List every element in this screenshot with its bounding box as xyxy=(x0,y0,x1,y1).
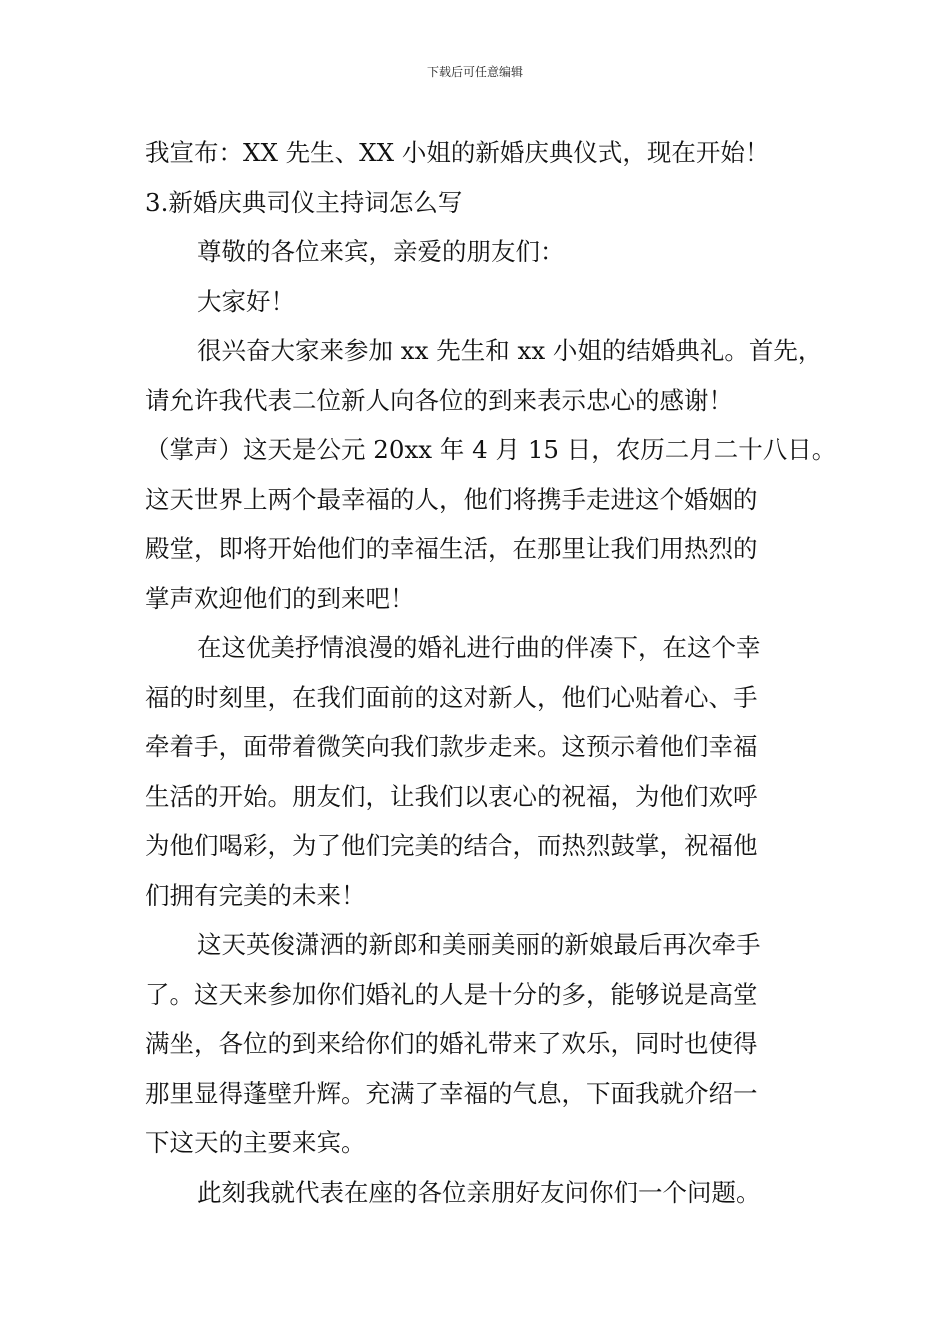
text-line: 牵着手，面带着微笑向我们款步走来。这预示着他们幸福 xyxy=(145,732,758,761)
section-heading: 3.新婚庆典司仪主持词怎么写 xyxy=(145,187,463,217)
text-line: 这天世界上两个最幸福的人，他们将携手走进这个婚姻的 xyxy=(145,484,758,514)
text-line: 满坐，各位的到来给你们的婚礼带来了欢乐，同时也使得 xyxy=(145,1029,758,1058)
text-line: 请允许我代表二位新人向各位的到来表示忠心的感谢！ xyxy=(145,385,733,415)
text-line: 生活的开始。朋友们，让我们以衷心的祝福，为他们欢呼 xyxy=(145,781,758,811)
text-line: 此刻我就代表在座的各位亲朋好友问你们一个问题。 xyxy=(197,1177,761,1207)
text-line: 那里显得蓬壁升辉。充满了幸福的气息，下面我就介绍一 xyxy=(145,1078,758,1108)
text-line: 为他们喝彩，为了他们完美的结合，而热烈鼓掌，祝福他 xyxy=(145,831,758,860)
text-line: 尊敬的各位来宾，亲爱的朋友们： xyxy=(197,237,565,266)
text-line: 福的时刻里，在我们面前的这对新人，他们心贴着心、手 xyxy=(145,682,758,712)
text-line: 掌声欢迎他们的到来吧！ xyxy=(145,583,415,613)
text-line: 我宣布：XX 先生、XX 小姐的新婚庆典仪式，现在开始！ xyxy=(145,138,770,167)
text-line: 这天英俊潇洒的新郎和美丽美丽的新娘最后再次牵手 xyxy=(197,930,761,959)
text-line: 们拥有完美的未来！ xyxy=(145,880,366,910)
text-line: （掌声）这天是公元 20xx 年 4 月 15 日，农历二月二十八日。 xyxy=(145,435,837,464)
document-body xyxy=(145,128,835,1217)
page-header: 下载后可任意编辑 xyxy=(426,65,523,79)
text-line: 下这天的主要来宾。 xyxy=(145,1128,366,1157)
text-line: 殿堂，即将开始他们的幸福生活，在那里让我们用热烈的 xyxy=(145,534,758,563)
text-line: 了。这天来参加你们婚礼的人是十分的多，能够说是高堂 xyxy=(145,979,758,1009)
text-line: 在这优美抒情浪漫的婚礼进行曲的伴凑下，在这个幸 xyxy=(197,633,761,662)
text-line: 大家好！ xyxy=(197,286,295,316)
text-line: 很兴奋大家来参加 xx 先生和 xx 小姐的结婚典礼。首先， xyxy=(197,336,823,365)
